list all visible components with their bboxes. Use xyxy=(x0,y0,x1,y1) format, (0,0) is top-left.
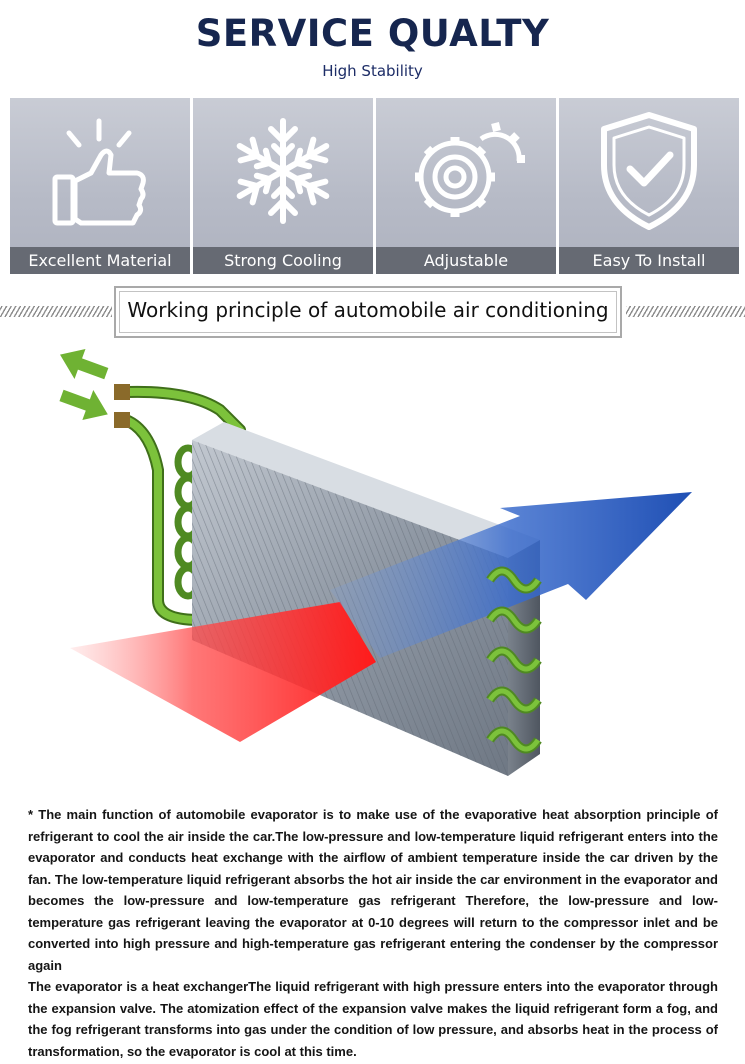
evaporator-diagram xyxy=(40,340,720,790)
feature-strong-cooling xyxy=(193,98,373,274)
feature-panels xyxy=(10,98,745,274)
arrow-in-icon xyxy=(56,380,114,427)
page-title: SERVICE QUALTY xyxy=(195,12,550,55)
hot-air-icon xyxy=(70,602,376,742)
section-title-box xyxy=(114,286,622,338)
feature-excellent-material xyxy=(10,98,190,274)
section-header xyxy=(0,286,745,338)
stripe-decoration-right xyxy=(626,306,745,317)
arrow-out-icon xyxy=(54,341,112,388)
thumbs-up-icon xyxy=(10,104,190,238)
description-paragraph-2: The evaporator is a heat exchangerThe liquid refrigerant with high pressure enters into the evaporator through the expansion valve. The atomization effect of the expansion valve makes the liquid refrigerant form a fog, and the fog refrigerant transforms into gas under the condition of low pressure, and absorbs heat in the process of transformation, so the evaporator is cool at this time. xyxy=(28,979,718,1059)
evaporator-icon xyxy=(40,340,720,790)
feature-label: Excellent Material xyxy=(10,247,190,274)
description-text xyxy=(28,804,718,1062)
feature-easy-to-install xyxy=(559,98,739,274)
stripe-decoration-left xyxy=(0,306,112,317)
page-subtitle: High Stability xyxy=(322,62,423,80)
feature-adjustable xyxy=(376,98,556,274)
shield-check-icon xyxy=(559,104,739,238)
page-header xyxy=(0,0,745,92)
feature-label: Adjustable xyxy=(376,247,556,274)
gears-icon xyxy=(376,104,556,238)
feature-label: Strong Cooling xyxy=(193,247,373,274)
section-title: Working principle of automobile air conditioning xyxy=(127,298,609,322)
description-paragraph-1: * The main function of automobile evaporator is to make use of the evaporative heat absorption principle of refrigerant to cool the air inside the car.The low-pressure and low-temperature liquid refrigerant enters into the evaporator and conducts heat exchange with the airflow of ambient temperature inside the car driven by the fan. The low-temperature liquid refrigerant absorbs the hot air inside the car environment in the evaporator and becomes the low-pressure and low-temperature gas refrigerant Therefore, the low-pressure and low-temperature gas refrigerant leaving the evaporator at 0-10 degrees will return to the compressor inlet and be converted into high pressure and high-temperature gas refrigerant entering the condenser by the compressor again xyxy=(28,807,718,973)
snowflake-icon xyxy=(193,104,373,238)
feature-label: Easy To Install xyxy=(559,247,739,274)
